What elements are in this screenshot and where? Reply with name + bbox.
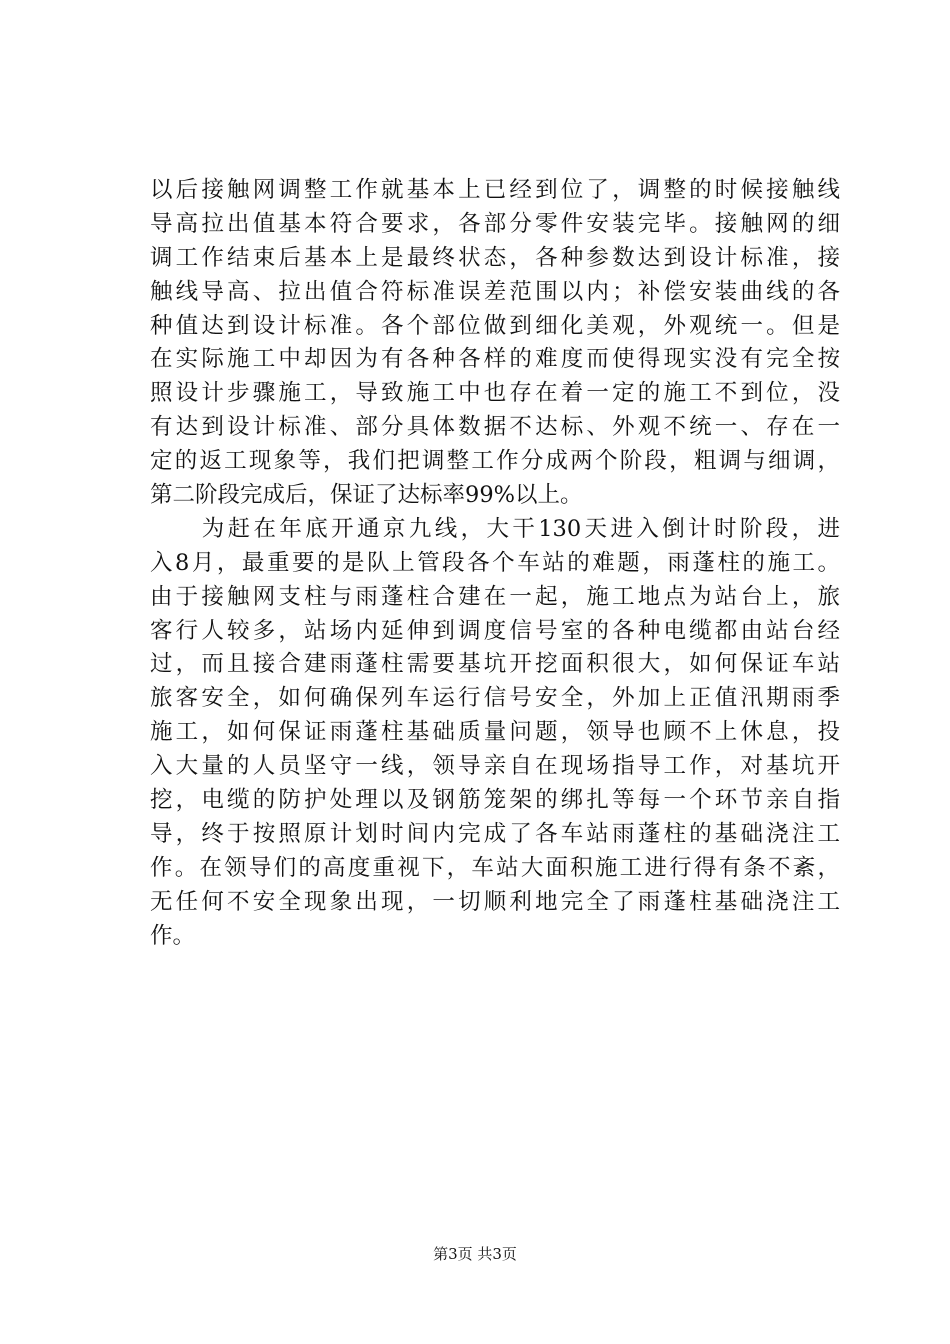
page-footer <box>0 1244 950 1264</box>
body-text <box>150 174 840 953</box>
text-line: 由于接触网支柱与雨蓬柱合建在一起，施工地点为站台上，旅 <box>150 583 840 610</box>
text-line: 照设计步骤施工，导致施工中也存在着一定的施工不到位，没 <box>150 380 840 407</box>
text-line: 作。 <box>150 922 196 949</box>
text-line: 以后接触网调整工作就基本上已经到位了，调整的时候接触线 <box>150 177 840 203</box>
text-line: 种值达到设计标准。各个部位做到细化美观，外观统一。但是 <box>150 312 840 339</box>
text-line: 定的返工现象等，我们把调整工作分成两个阶段，粗调与细调， <box>150 448 840 475</box>
text-line: 导，终于按照原计划时间内完成了各车站雨蓬柱的基础浇注工 <box>150 820 840 847</box>
text-line: 入大量的人员坚守一线，领导亲自在现场指导工作，对基坑开 <box>150 753 840 780</box>
text-line: 挖，电缆的防护处理以及钢筋笼架的绑扎等每一个环节亲自指 <box>150 787 840 814</box>
text-line: 入8月，最重要的是队上管段各个车站的难题，雨蓬柱的施工。 <box>150 549 840 576</box>
page-number-label: 第3页 共3页 <box>433 1245 517 1263</box>
text-line: 有达到设计标准、部分具体数据不达标、外观不统一、存在一 <box>150 414 840 441</box>
text-line: 第二阶段完成后，保证了达标率99%以上。 <box>150 482 583 509</box>
text-line: 调工作结束后基本上是最终状态，各种参数达到设计标准，接 <box>150 244 840 271</box>
text-line: 旅客安全，如何确保列车运行信号安全，外加上正值汛期雨季 <box>150 685 840 712</box>
text-line: 作。在领导们的高度重视下，车站大面积施工进行得有条不紊， <box>150 854 840 881</box>
text-line: 导高拉出值基本符合要求，各部分零件安装完毕。接触网的细 <box>150 210 840 237</box>
text-line: 为赶在年底开通京九线，大干130天进入倒计时阶段，进 <box>150 515 840 542</box>
text-line: 无任何不安全现象出现，一切顺利地完全了雨蓬柱基础浇注工 <box>150 888 840 915</box>
text-line: 过，而且接合建雨蓬柱需要基坑开挖面积很大，如何保证车站 <box>150 651 840 678</box>
text-line: 施工，如何保证雨蓬柱基础质量问题，领导也顾不上休息，投 <box>150 719 840 746</box>
text-line: 在实际施工中却因为有各种各样的难度而使得现实没有完全按 <box>150 346 840 373</box>
text-line: 触线导高、拉出值合符标准误差范围以内；补偿安装曲线的各 <box>150 278 840 305</box>
text-line: 客行人较多，站场内延伸到调度信号室的各种电缆都由站台经 <box>150 617 840 644</box>
